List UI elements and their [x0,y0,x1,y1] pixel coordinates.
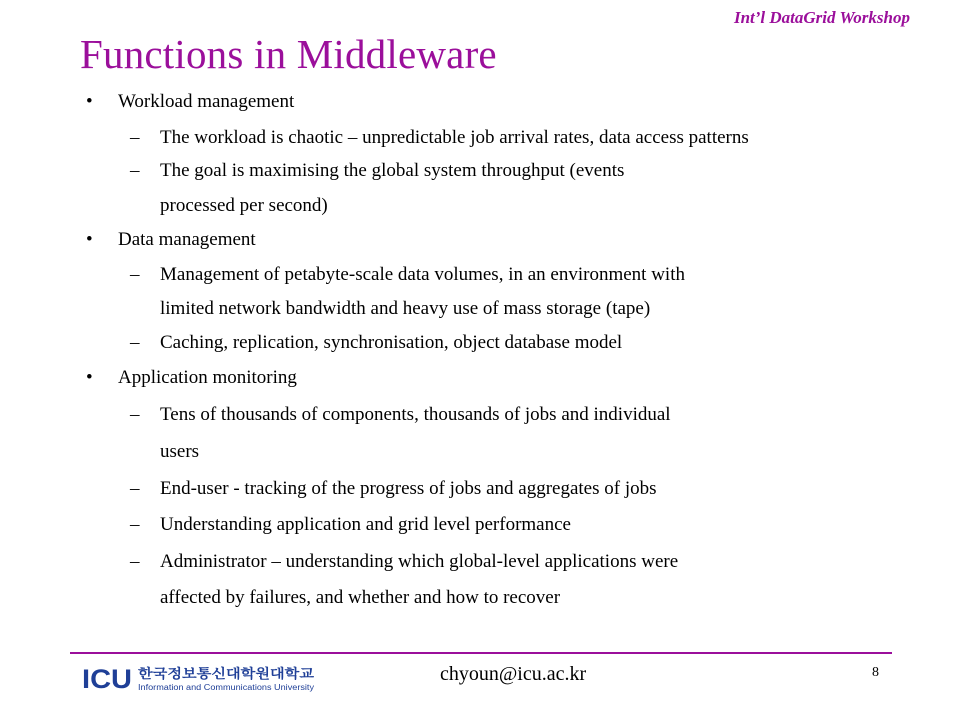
dash-marker: – [130,332,140,353]
sub-item-text: Tens of thousands of components, thousands of jobs and individual [160,404,671,425]
sub-item-text: Caching, replication, synchronisation, object database model [160,332,623,353]
sub-item [130,551,679,572]
icu-logo [80,664,320,692]
bullet-item [86,367,297,388]
sub-item [130,127,749,148]
dash-marker: – [130,160,140,181]
bullet-marker: • [86,91,93,112]
sub-item-continuation: affected by failures, and whether and how to recover [160,587,561,608]
sub-item [130,264,685,285]
footer-rule [70,652,892,654]
sub-item [130,160,625,181]
header-label: Int’l DataGrid Workshop [733,8,910,27]
dash-marker: – [130,127,140,148]
logo-korean-name: 한국정보통신대학원대학교 [138,667,289,682]
dash-marker: – [130,264,140,285]
sub-item-continuation: users [160,441,200,462]
sub-item-text: End-user - tracking of the progress of jobs and aggregates of jobs [160,478,657,499]
sub-item-text: Management of petabyte-scale data volumes, in an environment with [160,264,685,285]
bullet-text: Application monitoring [118,367,297,388]
logo-mark: ICU [82,664,132,692]
sub-item-text: The goal is maximising the global system throughput (events [160,160,625,181]
footer-email: chyoun@icu.ac.kr [440,663,587,685]
sub-item [130,478,657,499]
bullet-marker: • [86,367,93,388]
sub-item-text: Administrator – understanding which global-level applications were [160,551,679,572]
sub-item-continuation: processed per second) [160,195,328,216]
bullet-text: Data management [118,229,256,250]
bullet-item [86,229,256,250]
bullet-item [86,91,295,112]
dash-marker: – [130,478,140,499]
bullet-text: Workload management [118,91,295,112]
sub-item [130,404,671,425]
slide-title: Functions in Middleware [80,31,497,77]
sub-item [130,514,571,535]
page-number: 8 [872,665,879,680]
logo-english-name: Information and Communications University [138,683,314,692]
dash-marker: – [130,514,140,535]
bullet-marker: • [86,229,93,250]
dash-marker: – [130,404,140,425]
sub-item [130,332,623,353]
dash-marker: – [130,551,140,572]
sub-item-continuation: limited network bandwidth and heavy use of mass storage (tape) [160,298,651,319]
sub-item-text: Understanding application and grid level performance [160,514,571,535]
sub-item-text: The workload is chaotic – unpredictable job arrival rates, data access patterns [160,127,749,148]
